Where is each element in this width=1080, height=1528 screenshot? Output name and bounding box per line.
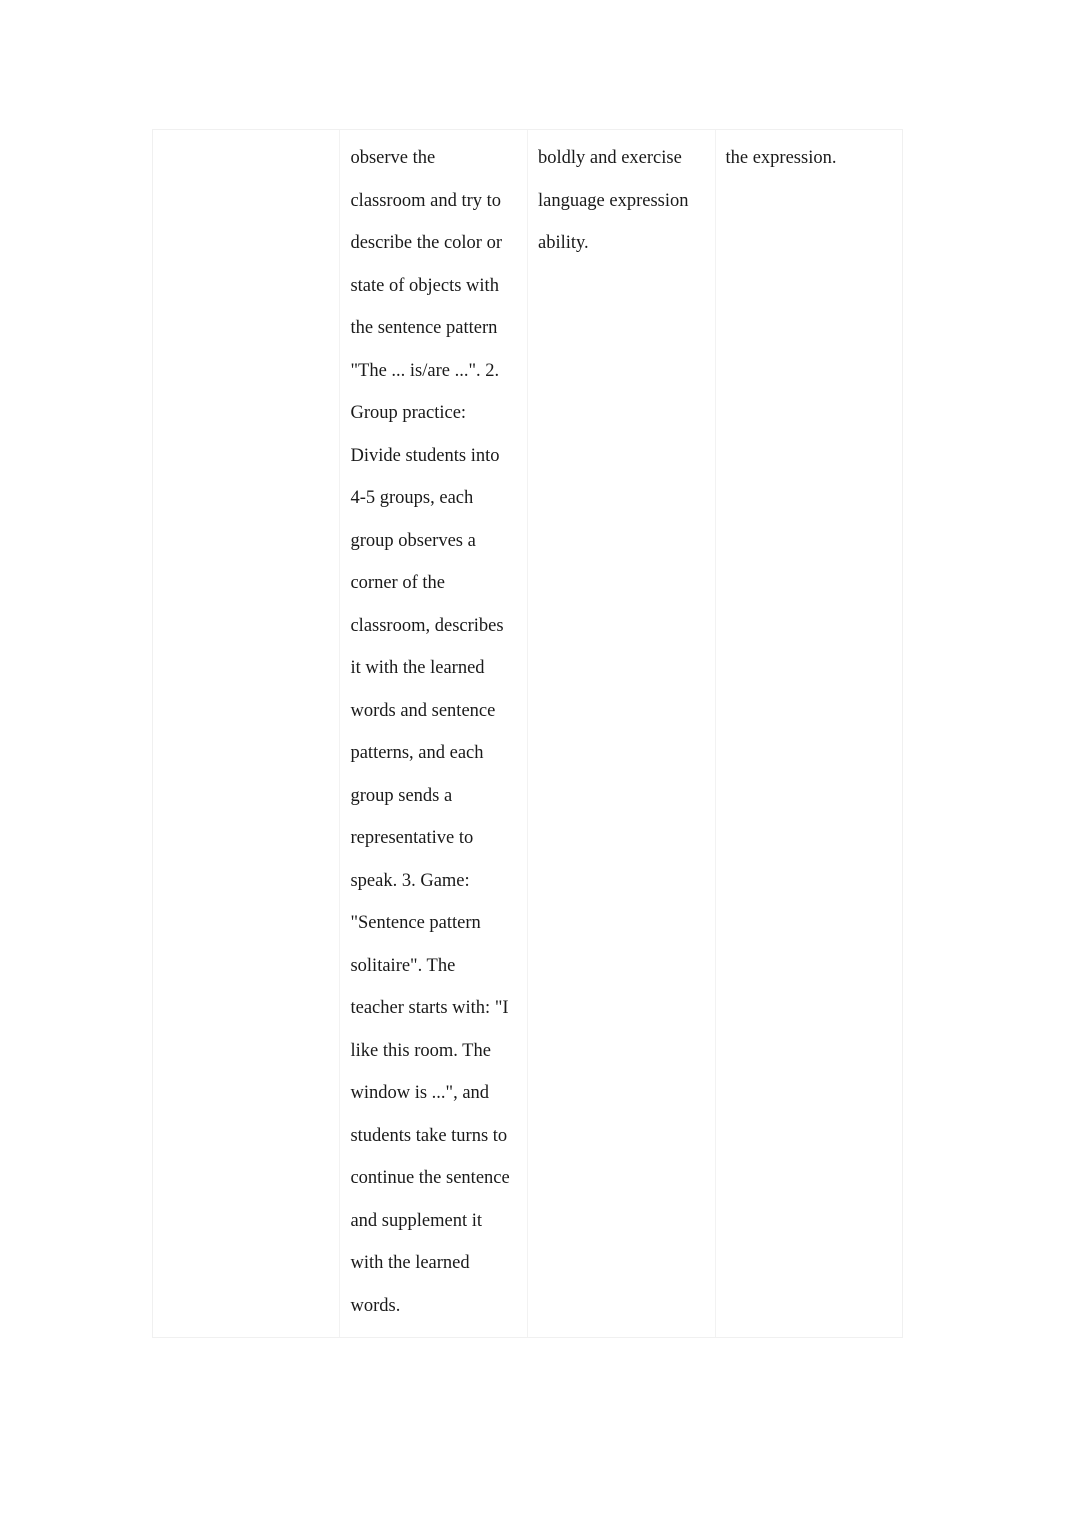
cell-2-text: observe the classroom and try to describe the color or state of objects with the sentence pattern "The ... is/are ...". 2. Group practice: Divide students into 4-5 groups, each group observes a corner of the classroom, describes it with the learned words and sentence patterns, and each group sends a representative to speak. 3. Game: "Sentence pattern solitaire". The teacher starts with: "I like this room. The window is ...", and students take turns to continue the sentence and supplement it with the learned words. <box>350 148 510 1316</box>
table-cell-notes <box>716 130 903 1337</box>
cell-4-text: the expression. <box>725 148 837 168</box>
table-cell-activities <box>340 130 528 1337</box>
table-cell-purpose <box>528 130 716 1337</box>
lesson-plan-table <box>152 129 903 1338</box>
table-cell-1 <box>153 130 340 1337</box>
cell-3-text: boldly and exercise language expression ability. <box>537 148 689 253</box>
